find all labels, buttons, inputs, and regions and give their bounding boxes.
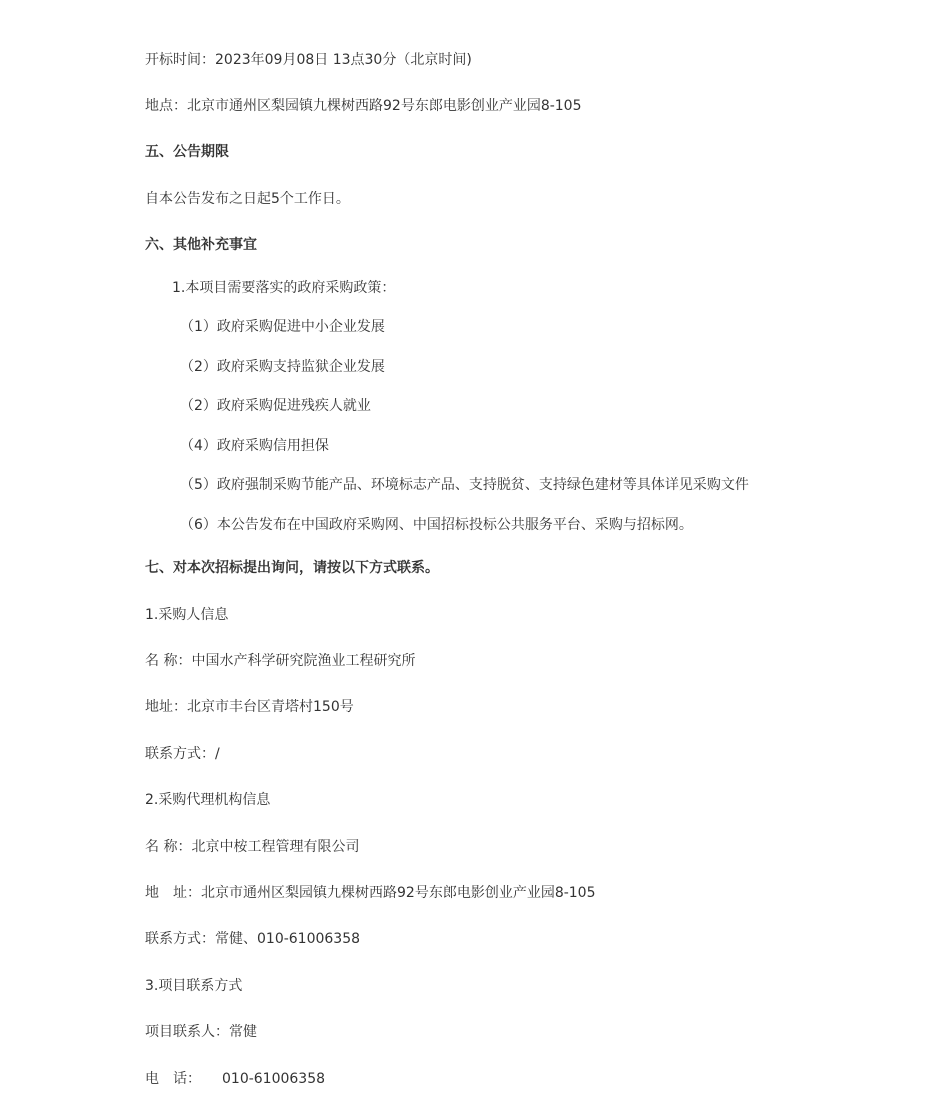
project-phone: 电 话： 010-61006358	[145, 1071, 326, 1087]
section-7-title: 七、对本次招标提出询问，请按以下方式联系。	[145, 560, 439, 576]
agency-name: 名 称：北京中桉工程管理有限公司	[145, 839, 360, 855]
bid-open-time: 开标时间：2023年09月08日 13点30分（北京时间)	[145, 52, 472, 68]
policy-item-4: （4）政府采购信用担保	[180, 438, 329, 454]
policy-item-3: （2）政府采购促进残疾人就业	[180, 398, 371, 414]
section-5-title: 五、公告期限	[145, 144, 229, 160]
policy-item-1: （1）政府采购促进中小企业发展	[180, 319, 385, 335]
policy-item-5: （5）政府强制采购节能产品、环境标志产品、支持脱贫、支持绿色建材等具体详见采购文件	[180, 477, 749, 493]
purchaser-contact: 联系方式：/	[145, 746, 220, 762]
section-6-title: 六、其他补充事宜	[145, 237, 257, 253]
project-contact-person: 项目联系人：常健	[145, 1024, 257, 1040]
purchaser-name: 名 称：中国水产科学研究院渔业工程研究所	[145, 653, 416, 669]
policy-item-6: （6）本公告发布在中国政府采购网、中国招标投标公共服务平台、采购与招标网。	[180, 517, 693, 533]
policy-item-2: （2）政府采购支持监狱企业发展	[180, 359, 385, 375]
purchaser-heading: 1.采购人信息	[145, 607, 229, 623]
agency-heading: 2.采购代理机构信息	[145, 792, 271, 808]
agency-address: 地 址：北京市通州区梨园镇九棵树西路92号东郎电影创业产业园8-105	[145, 885, 596, 901]
bid-location: 地点：北京市通州区梨园镇九棵树西路92号东郎电影创业产业园8-105	[145, 98, 582, 114]
purchaser-address: 地址：北京市丰台区青塔村150号	[145, 699, 354, 715]
section-5-text: 自本公告发布之日起5个工作日。	[145, 191, 350, 207]
project-contact-heading: 3.项目联系方式	[145, 978, 243, 994]
policy-intro: 1.本项目需要落实的政府采购政策：	[172, 280, 396, 296]
agency-contact: 联系方式：常健、010-61006358	[145, 931, 361, 947]
